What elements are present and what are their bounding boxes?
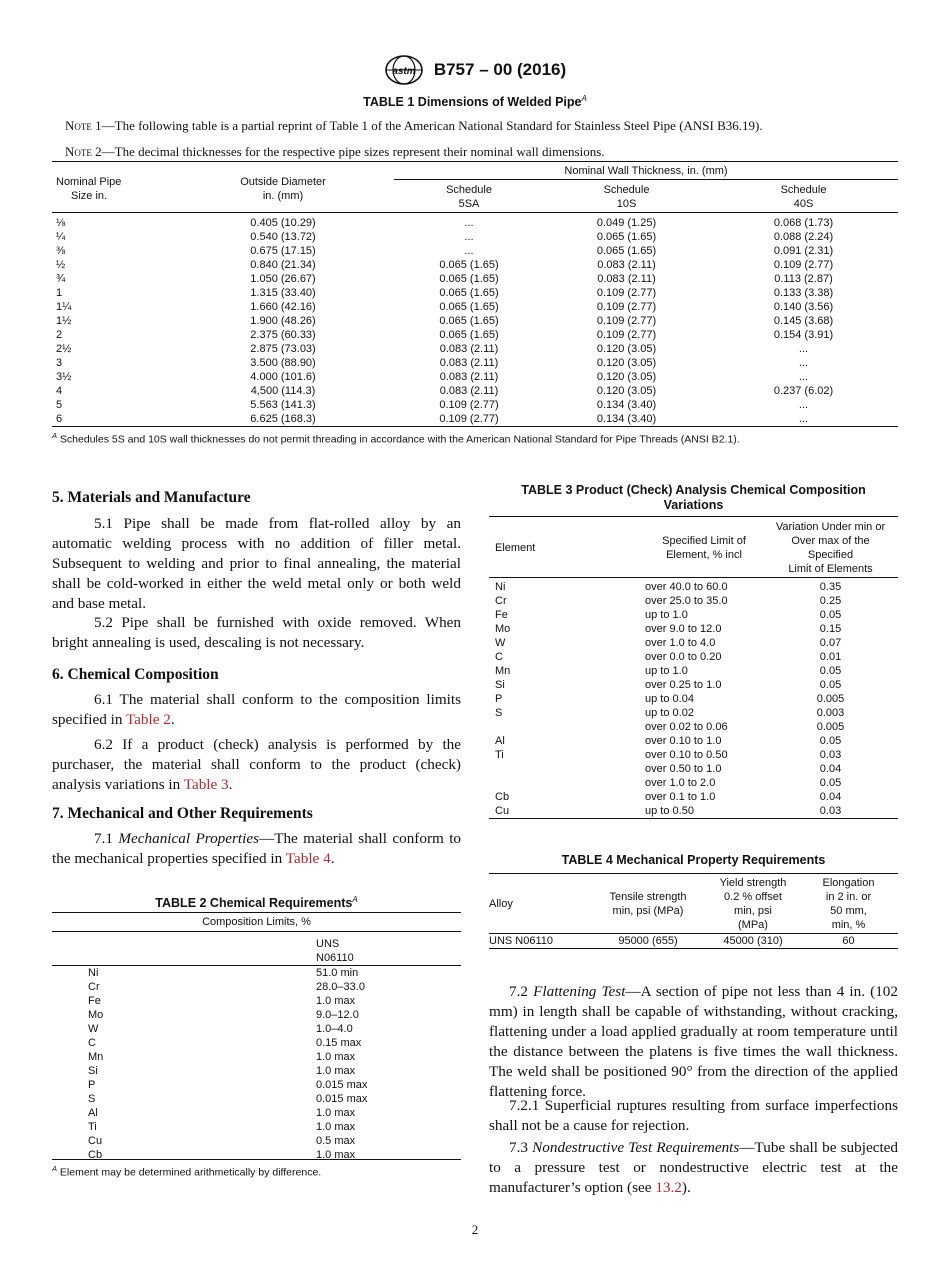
table4-header-tensile: Tensile strength min, psi (MPa) <box>609 891 687 917</box>
table2-cell-element: Ni <box>88 967 99 979</box>
table3-row <box>489 720 898 734</box>
table1-bottom-rule <box>52 426 898 427</box>
document-header <box>0 54 950 86</box>
table3-cell-variation: 0.04 <box>819 763 842 775</box>
table1-cell-od: 5.563 (141.3) <box>250 399 316 411</box>
table3-cell-limit: up to 0.02 <box>645 707 694 719</box>
table1-header-group: Nominal Wall Thickness, in. (mm) <box>394 162 898 180</box>
table2-row <box>52 1008 461 1022</box>
table3-cell-element: Mo <box>495 623 511 635</box>
table1-cell-od: 2.375 (60.33) <box>250 329 316 341</box>
table2-row <box>52 1022 461 1036</box>
table1-cell-od: 1.660 (42.16) <box>250 301 316 313</box>
table1-cell-nps: 5 <box>56 399 63 411</box>
table1-cell-40s: 0.140 (3.56) <box>773 301 834 313</box>
table1-cell-5sa: 0.065 (1.65) <box>439 259 499 271</box>
table2-row <box>52 1036 461 1050</box>
table3-cell-variation: 0.05 <box>819 777 842 789</box>
table3-cell-limit: up to 1.0 <box>645 609 688 621</box>
table4-row <box>489 934 898 949</box>
table1-cell-40s: 0.068 (1.73) <box>773 217 834 229</box>
table1-cell-5sa: 0.065 (1.65) <box>439 315 499 327</box>
table3-link[interactable]: Table 3 <box>183 776 229 793</box>
table3-cell-limit: up to 0.50 <box>645 805 694 817</box>
table1-cell-nps: 4 <box>56 385 63 397</box>
table3-cell-variation: 0.03 <box>819 805 842 817</box>
table2-row <box>52 1050 461 1064</box>
table1-row <box>52 384 898 398</box>
table1-cell-od: 0.405 (10.29) <box>250 217 316 229</box>
table2-link[interactable]: Table 2 <box>125 711 171 728</box>
section5-p1: 5.1 Pipe shall be made from flat-rolled alloy by an automatic welding process with no addition of filler metal. Subsequent to welding and prior to final annealing, the material shall be cold-worked in either the weld metal only or both weld and base metal. <box>52 515 461 612</box>
table1-cell-nps: 3 <box>56 357 63 369</box>
table2-row <box>52 1078 461 1092</box>
table1-cell-nps: ½ <box>56 259 66 271</box>
table1-cell-od: 0.675 (17.15) <box>250 245 316 257</box>
table3-cell-element <box>489 762 645 776</box>
table2-footnote: $^A$ Element may be determined arithmetically by difference. <box>52 1164 322 1179</box>
table2-row <box>52 1092 461 1106</box>
table4 <box>489 873 898 949</box>
table3-cell-element: Cr <box>495 595 507 607</box>
table2-header-uns: UNS N06110 <box>316 938 354 964</box>
table1-body <box>52 213 898 427</box>
table1-cell-10s: 0.120 (3.05) <box>596 385 657 397</box>
table1-cell-40s: 0.145 (3.68) <box>773 315 834 327</box>
document-designation: B757 – 00 (2016) <box>433 60 567 79</box>
table2-cell-limit: 0.15 max <box>316 1037 362 1049</box>
table1-note1: Note 1—The following table is a partial reprint of Table 1 of the American National Standard for Stainless Steel Pipe (ANSI B36.19). <box>65 118 763 133</box>
section5-heading: 5. Materials and Manufacture <box>52 489 251 506</box>
table3-cell-variation: 0.04 <box>819 791 842 803</box>
table2-row <box>52 994 461 1008</box>
table1-cell-nps: ¼ <box>56 231 66 243</box>
table1-cell-40s: 0.109 (2.77) <box>773 259 834 271</box>
table1-row <box>52 300 898 314</box>
table2-cell-element: Cr <box>88 981 100 993</box>
table1-footnote: $^A$ Schedules 5S and 10S wall thicknesses do not permit threading in accordance with the American National Standard for Pipe Threads (ANSI B2.1). <box>52 431 740 446</box>
table4-cell-yield: 45000 (310) <box>723 935 783 947</box>
table1-cell-40s: ... <box>798 371 809 383</box>
table3-cell-element: W <box>495 637 506 649</box>
table1-cell-40s: ... <box>798 399 809 411</box>
table1-cell-od: 1.050 (26.67) <box>250 273 316 285</box>
table2-row <box>52 1120 461 1134</box>
table3-row <box>489 706 898 720</box>
table1-cell-10s: 0.134 (3.40) <box>596 399 657 411</box>
table1-cell-40s: 0.091 (2.31) <box>773 245 834 257</box>
table1-cell-40s: 0.088 (2.24) <box>773 231 834 243</box>
table2-row <box>52 1064 461 1078</box>
table1-cell-10s: 0.120 (3.05) <box>596 343 657 355</box>
table2-row <box>52 966 461 981</box>
table1-cell-5sa: 0.083 (2.11) <box>439 343 499 355</box>
table2-cell-element: Mo <box>88 1009 104 1021</box>
table2 <box>52 912 461 1162</box>
table4-cell-alloy: UNS N06110 <box>489 935 553 947</box>
table4-header-alloy: Alloy <box>489 898 513 910</box>
table3-cell-element: Si <box>495 679 505 691</box>
section7-p721: 7.2.1 Superficial ruptures resulting from surface imperfections shall not be a cause for rejection. <box>489 1097 898 1134</box>
section6-p2: 6.2 If a product (check) analysis is performed by the purchaser, the material shall conform to the product (check) analysis variations in Table 3. <box>52 736 461 793</box>
table3-cell-variation: 0.15 <box>819 623 842 635</box>
table3-header-element: Element <box>495 542 536 554</box>
table3-cell-limit: over 9.0 to 12.0 <box>645 623 722 635</box>
table2-cell-element: Mn <box>88 1051 104 1063</box>
table3-cell-limit: over 0.0 to 0.20 <box>645 651 722 663</box>
table3-cell-element: Al <box>495 735 505 747</box>
table3-bottom-rule <box>489 818 898 819</box>
table4-title: TABLE 4 Mechanical Property Requirements <box>561 853 826 867</box>
table4-cell-tensile: 95000 (655) <box>618 935 678 947</box>
table1-cell-5sa: 0.109 (2.77) <box>439 413 499 425</box>
table3-row <box>489 678 898 692</box>
table1-cell-5sa: 0.065 (1.65) <box>439 329 499 341</box>
table4-header-yield: Yield strength 0.2 % offset min, psi (MPa) <box>719 877 787 931</box>
table2-cell-limit: 28.0–33.0 <box>316 981 365 993</box>
table1-cell-5sa: 0.083 (2.11) <box>439 385 499 397</box>
table1-row <box>52 286 898 300</box>
section5-p2: 5.2 Pipe shall be furnished with oxide removed. When bright annealing is used, descaling is not necessary. <box>52 614 461 651</box>
table3-header-limit: Specified Limit of Element, % incl <box>662 535 746 561</box>
table3-cell-limit: over 0.50 to 1.0 <box>645 763 722 775</box>
table3-cell-element: C <box>495 651 503 663</box>
table3-cell-element: Cu <box>495 805 510 817</box>
table4-cell-elongation: 60 <box>842 935 855 947</box>
table1-row <box>52 342 898 356</box>
table3-cell-variation: 0.005 <box>816 721 845 733</box>
table1-cell-od: 2.875 (73.03) <box>250 343 316 355</box>
table2-cell-limit: 1.0 max <box>316 1121 356 1133</box>
table1-cell-10s: 0.109 (2.77) <box>596 329 657 341</box>
table1-cell-od: 1.315 (33.40) <box>250 287 316 299</box>
table1-cell-10s: 0.065 (1.65) <box>596 245 657 257</box>
table4-link[interactable]: Table 4 <box>285 850 331 867</box>
section7-p71: 7.1 Mechanical Properties—The material shall conform to the mechanical properties specified in Table 4. <box>52 830 462 867</box>
table1-cell-od: 3.500 (88.90) <box>250 357 316 369</box>
table1-row <box>52 356 898 370</box>
table2-cell-element: Al <box>88 1107 98 1119</box>
table2-cell-element: W <box>88 1023 99 1035</box>
table3-title: TABLE 3 Product (Check) Analysis Chemical Composition Variations <box>521 483 866 512</box>
table3-row <box>489 762 898 776</box>
table1-cell-5sa: ... <box>464 231 474 243</box>
table3-cell-limit: over 0.02 to 0.06 <box>645 721 728 733</box>
table1-row <box>52 398 898 412</box>
table1-row <box>52 314 898 328</box>
table2-bottom-rule <box>52 1159 461 1160</box>
table1-cell-10s: 0.049 (1.25) <box>596 217 657 229</box>
table3-row <box>489 692 898 706</box>
table1-cell-40s: 0.133 (3.38) <box>773 287 834 299</box>
table3-cell-element: Cb <box>495 791 510 803</box>
table1-cell-nps: 1¼ <box>56 301 72 313</box>
table2-cell-element: Cb <box>88 1149 103 1161</box>
table2-cell-limit: 1.0 max <box>316 1065 356 1077</box>
table1-cell-nps: 3½ <box>56 371 72 383</box>
table1-cell-nps: 2 <box>56 329 63 341</box>
table2-cell-limit: 1.0 max <box>316 995 356 1007</box>
table3-row <box>489 636 898 650</box>
table1-cell-40s: 0.154 (3.91) <box>773 329 834 341</box>
table1-cell-10s: 0.109 (2.77) <box>596 301 657 313</box>
table2-cell-limit: 1.0 max <box>316 1051 356 1063</box>
table2-cell-element: S <box>88 1093 96 1105</box>
table1-row <box>52 230 898 244</box>
table3-cell-element: P <box>495 693 503 705</box>
table1-header-40s: Schedule 40S <box>780 184 827 210</box>
table1-cell-10s: 0.109 (2.77) <box>596 315 657 327</box>
table1-row <box>52 328 898 342</box>
table2-cell-limit: 0.015 max <box>316 1079 368 1091</box>
table2-header-group: Composition Limits, % <box>202 916 311 928</box>
table1-title: TABLE 1 Dimensions of Welded Pipe$^A$ <box>363 94 587 110</box>
table1-cell-10s: 0.120 (3.05) <box>596 371 657 383</box>
table3-cell-limit: over 0.10 to 0.50 <box>645 749 728 761</box>
table3-row <box>489 608 898 622</box>
table1-cell-40s: ... <box>798 413 809 425</box>
table1-cell-40s: ... <box>798 343 809 355</box>
table1-cell-10s: 0.120 (3.05) <box>596 357 657 369</box>
table3-row <box>489 734 898 748</box>
table2-body <box>52 966 461 1163</box>
table1-cell-od: 1.900 (48.26) <box>250 315 316 327</box>
table1-row <box>52 244 898 258</box>
table2-cell-limit: 0.015 max <box>316 1093 368 1105</box>
table1-cell-5sa: ... <box>464 217 474 229</box>
table3-cell-limit: over 0.10 to 1.0 <box>645 735 722 747</box>
table1-row <box>52 370 898 384</box>
table3-cell-variation: 0.07 <box>819 637 842 649</box>
table1-cell-od: 0.840 (21.34) <box>250 259 316 271</box>
section7-p73: 7.3 Nondestructive Test Requirements—Tube shall be subjected to a pressure test or nondestructive electric test at the manufacturer’s option (see 13.2). <box>489 1139 899 1196</box>
table1-header-5sa: Schedule 5SA <box>446 184 492 210</box>
table1-cell-nps: 6 <box>56 413 63 425</box>
table3-cell-limit: over 1.0 to 4.0 <box>645 637 716 649</box>
section6-p1: 6.1 The material shall conform to the composition limits specified in Table 2. <box>52 691 461 728</box>
table2-cell-element: Cu <box>88 1135 103 1147</box>
table1-cell-od: 0.540 (13.72) <box>250 231 316 243</box>
table1-cell-nps: 1 <box>56 287 63 299</box>
table1-cell-10s: 0.083 (2.11) <box>597 273 656 285</box>
table2-cell-element: Si <box>88 1065 98 1077</box>
table1-cell-5sa: ... <box>464 245 474 257</box>
table1-cell-40s: 0.113 (2.87) <box>774 273 833 285</box>
table1-row <box>52 272 898 286</box>
table3-cell-limit: up to 0.04 <box>645 693 694 705</box>
svg-text:astm: astm <box>392 66 416 77</box>
table3-cell-variation: 0.005 <box>816 693 845 705</box>
table3-cell-variation: 0.003 <box>816 707 845 719</box>
section7-p72: 7.2 Flattening Test—A section of pipe not less than 4 in. (102 mm) in length shall be capable of withstanding, without cracking, flattening under a load applied gradually at room temperature until the distance between the platens is five times the wall thickness. The weld shall be positioned 90° from the direction of the applied flattening force. <box>489 983 898 1100</box>
table1-header-nps: Nominal Pipe Size in. <box>52 162 172 213</box>
table1-cell-5sa: 0.065 (1.65) <box>439 301 499 313</box>
table3-row <box>489 790 898 804</box>
table2-cell-limit: 9.0–12.0 <box>316 1009 359 1021</box>
table1 <box>52 161 898 426</box>
table1-row <box>52 213 898 231</box>
table3-row <box>489 804 898 818</box>
table1-cell-5sa: 0.065 (1.65) <box>439 273 499 285</box>
table1-cell-10s: 0.083 (2.11) <box>597 259 656 271</box>
table3-cell-element: Mn <box>495 665 511 677</box>
table1-cell-nps: ⅜ <box>56 245 66 257</box>
table3 <box>489 516 898 818</box>
table3-row <box>489 622 898 636</box>
table3-cell-element: Ni <box>495 581 506 593</box>
table1-row <box>52 412 898 426</box>
table3-cell-element <box>489 720 645 734</box>
table3-cell-variation: 0.05 <box>819 735 842 747</box>
table2-cell-limit: 0.5 max <box>316 1135 356 1147</box>
table3-cell-variation: 0.25 <box>819 595 842 607</box>
table1-cell-5sa: 0.083 (2.11) <box>439 357 499 369</box>
table3-header-variation: Variation Under min or Over max of the Specified Limit of Elements <box>775 521 886 575</box>
table2-row <box>52 1106 461 1120</box>
table2-title: TABLE 2 Chemical Requirements$^A$ <box>155 895 358 911</box>
table3-cell-variation: 0.05 <box>819 679 842 691</box>
table2-cell-element: Ti <box>88 1121 97 1133</box>
table1-cell-nps: ¾ <box>56 273 66 285</box>
table3-cell-element: Fe <box>495 609 508 621</box>
table3-row <box>489 776 898 790</box>
table3-cell-variation: 0.05 <box>819 609 842 621</box>
table2-row <box>52 1134 461 1148</box>
table1-header-od: Outside Diameter in. (mm) <box>172 162 394 213</box>
astm-logo-icon <box>384 54 424 86</box>
table1-cell-od: 4,500 (114.3) <box>250 385 316 397</box>
section7-heading: 7. Mechanical and Other Requirements <box>52 805 313 822</box>
table1-cell-10s: 0.065 (1.65) <box>596 231 657 243</box>
table1-cell-nps: 2½ <box>56 343 72 355</box>
table1-cell-40s: ... <box>798 357 809 369</box>
table3-cell-element: Ti <box>495 749 504 761</box>
table1-cell-10s: 0.109 (2.77) <box>596 287 657 299</box>
table1-cell-5sa: 0.065 (1.65) <box>439 287 499 299</box>
table1-cell-5sa: 0.109 (2.77) <box>439 399 499 411</box>
table3-cell-limit: over 40.0 to 60.0 <box>645 581 728 593</box>
table3-cell-variation: 0.03 <box>819 749 842 761</box>
table1-row <box>52 258 898 272</box>
table3-cell-variation: 0.01 <box>819 651 842 663</box>
table2-cell-limit: 1.0 max <box>316 1149 356 1161</box>
table3-cell-limit: up to 1.0 <box>645 665 688 677</box>
table1-cell-40s: 0.237 (6.02) <box>773 385 834 397</box>
table3-cell-variation: 0.35 <box>819 581 842 593</box>
table3-row <box>489 594 898 608</box>
table3-cell-limit: over 0.1 to 1.0 <box>645 791 716 803</box>
table3-cell-element <box>489 776 645 790</box>
table3-cell-variation: 0.05 <box>819 665 842 677</box>
table1-cell-nps: 1½ <box>56 315 72 327</box>
table2-row <box>52 980 461 994</box>
page-number: 2 <box>471 1222 479 1237</box>
table3-row <box>489 664 898 678</box>
table3-cell-element: S <box>495 707 503 719</box>
table4-header-elongation: Elongation in 2 in. or 50 mm, min, % <box>822 877 875 931</box>
section-13-2-link[interactable]: 13.2 <box>655 1179 682 1196</box>
table2-cell-element: C <box>88 1037 96 1049</box>
table1-cell-nps: ⅛ <box>56 217 66 229</box>
table3-row <box>489 650 898 664</box>
table3-cell-limit: over 25.0 to 35.0 <box>645 595 728 607</box>
section6-heading: 6. Chemical Composition <box>52 666 219 683</box>
table1-note2: Note 2—The decimal thicknesses for the respective pipe sizes represent their nominal wall dimensions. <box>65 144 605 159</box>
table2-cell-limit: 51.0 min <box>316 967 359 979</box>
table1-cell-od: 4.000 (101.6) <box>250 371 316 383</box>
table3-cell-limit: over 0.25 to 1.0 <box>645 679 722 691</box>
table3-cell-limit: over 1.0 to 2.0 <box>645 777 716 789</box>
table2-cell-limit: 1.0 max <box>316 1107 356 1119</box>
table1-header-10s: Schedule 10S <box>603 184 650 210</box>
table2-cell-element: P <box>88 1079 96 1091</box>
table3-row <box>489 578 898 595</box>
table1-cell-5sa: 0.083 (2.11) <box>439 371 499 383</box>
table3-body <box>489 578 898 819</box>
table2-cell-element: Fe <box>88 995 101 1007</box>
table1-cell-od: 6.625 (168.3) <box>250 413 316 425</box>
table2-cell-limit: 1.0–4.0 <box>316 1023 353 1035</box>
table3-row <box>489 748 898 762</box>
table1-cell-10s: 0.134 (3.40) <box>596 413 657 425</box>
